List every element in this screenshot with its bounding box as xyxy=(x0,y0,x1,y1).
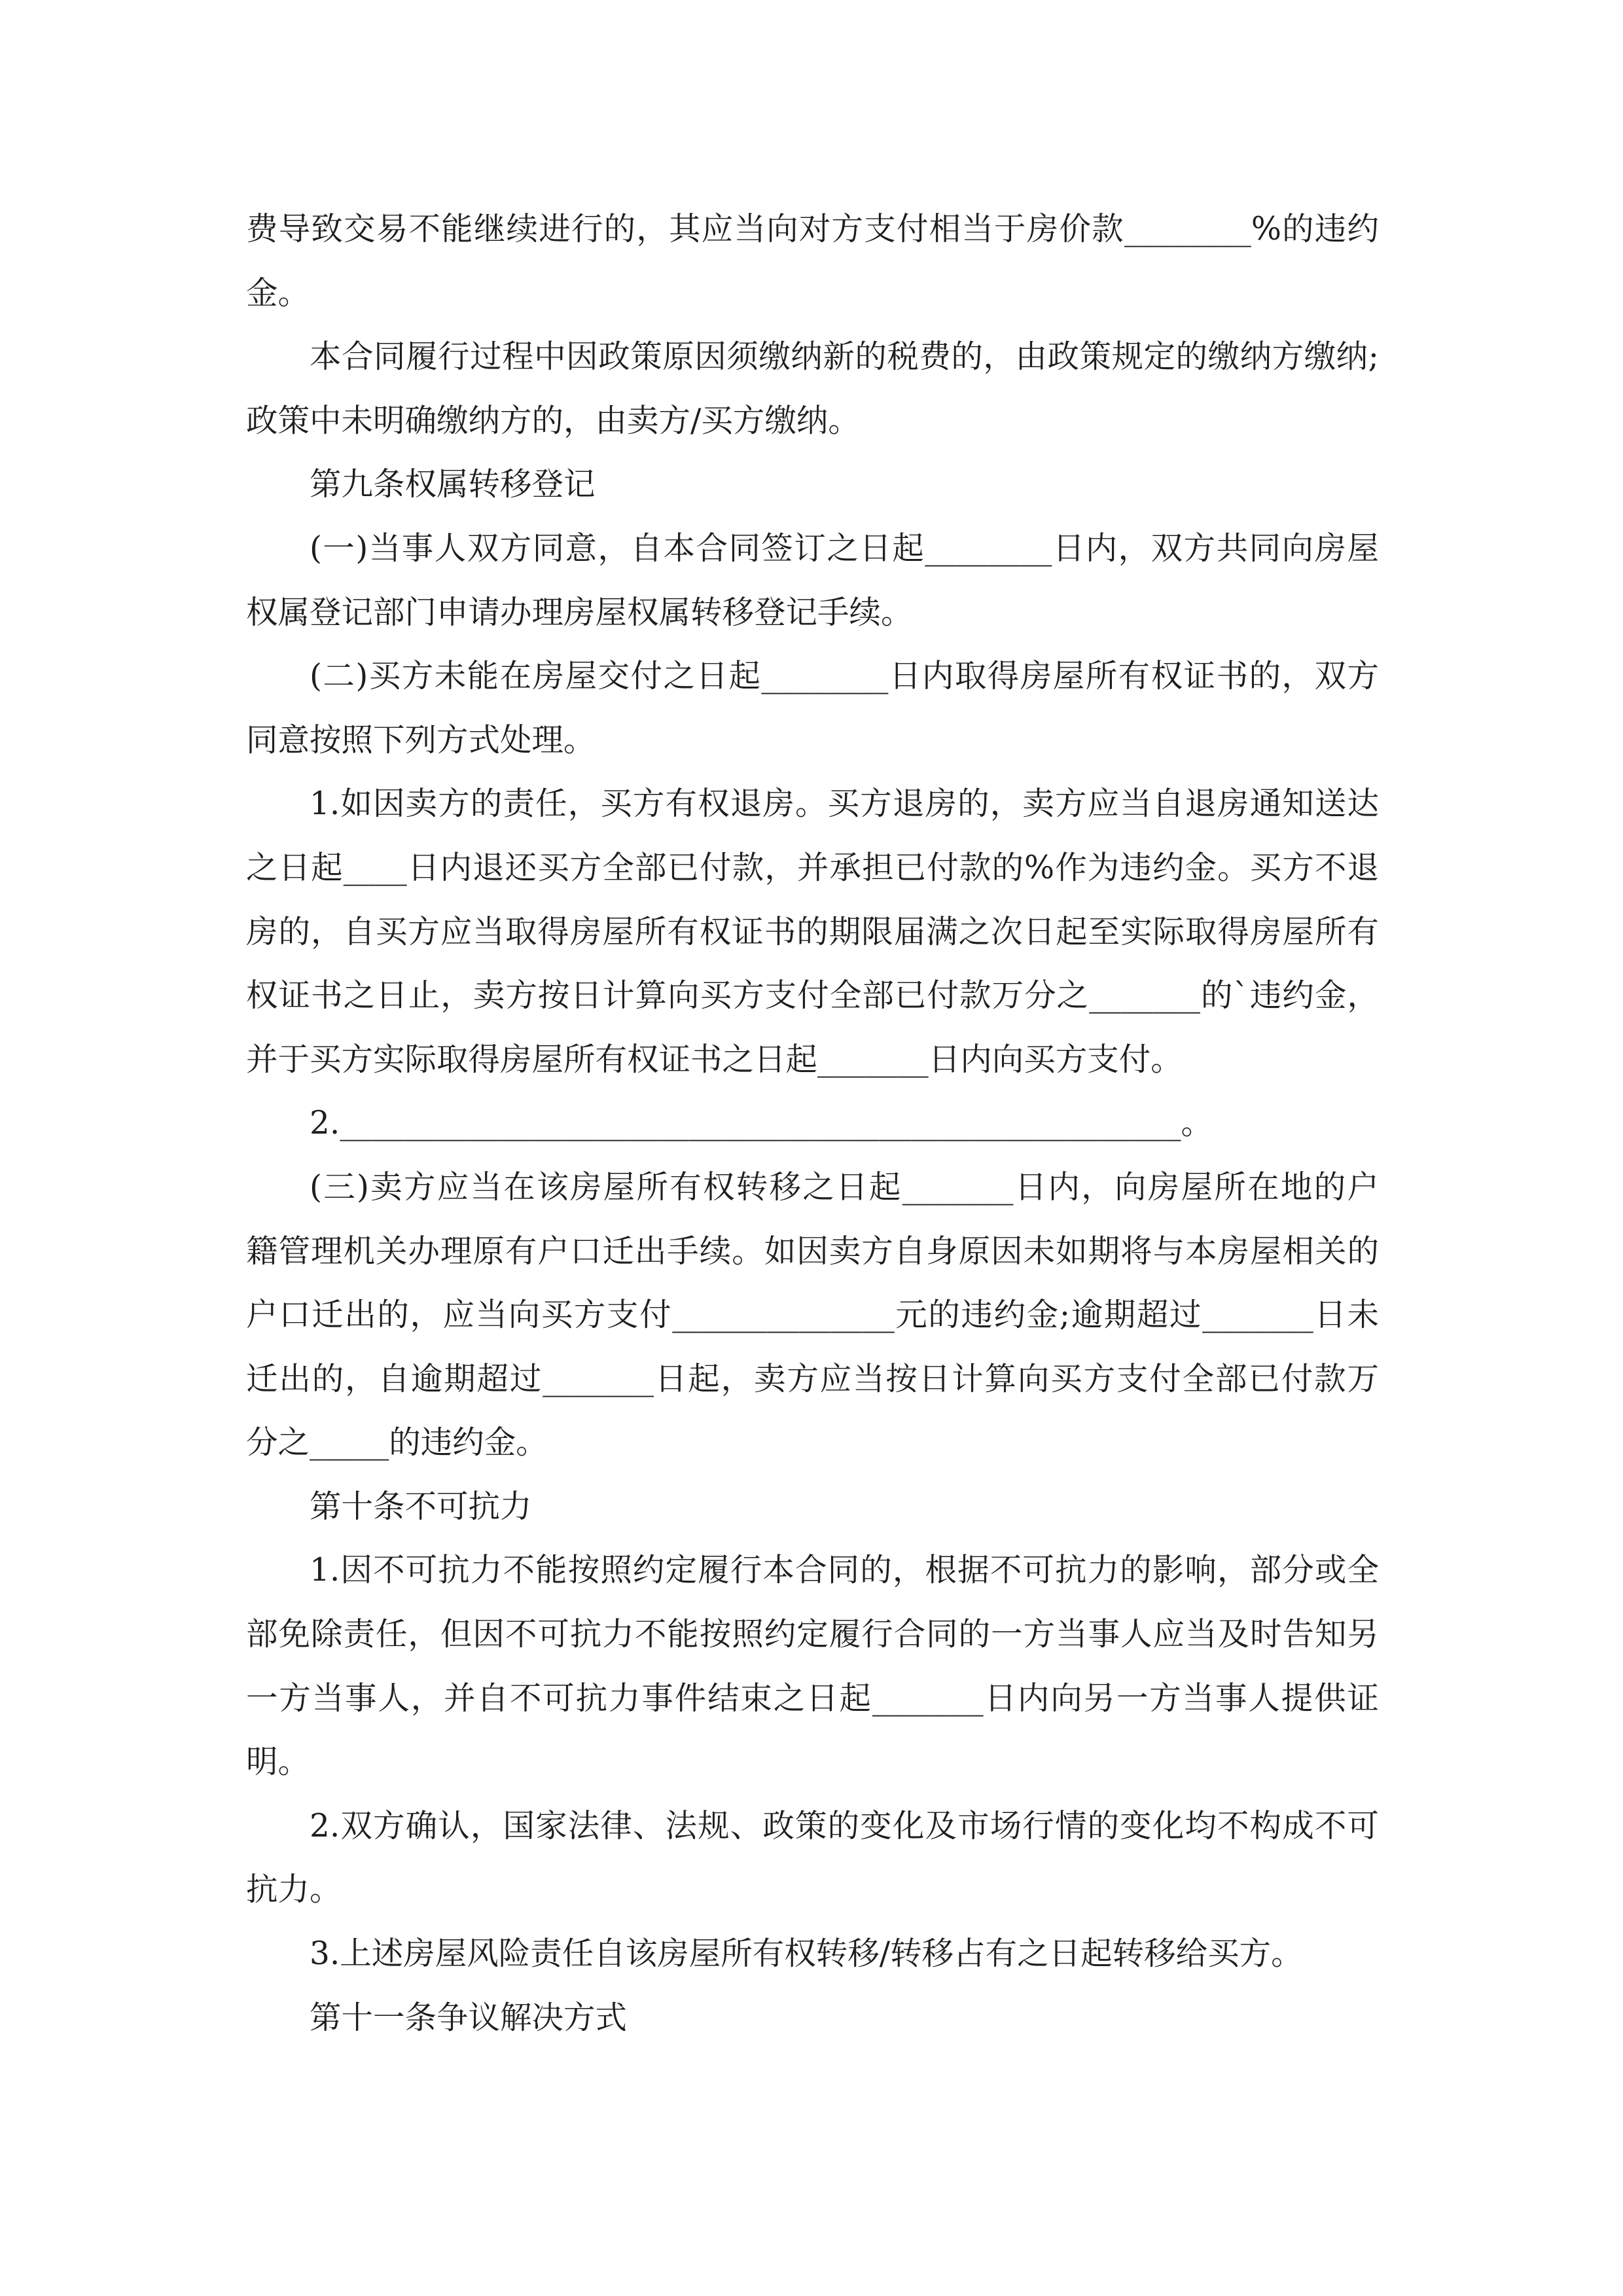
article-10-item-3 xyxy=(246,1922,1379,1986)
article-9-heading-block xyxy=(246,453,1379,517)
article-9-clause-3 xyxy=(246,1156,1379,1475)
article-10-heading-block xyxy=(246,1475,1379,1539)
article-heading: 第九条权属转移登记 xyxy=(310,466,596,503)
paragraph-penalty-continued xyxy=(246,198,1379,325)
text-line: 本合同履行过程中因政策原因须缴纳新的税费的，由政策规定的缴纳方缴纳; xyxy=(310,338,1379,376)
text-line: (二)买方未能在房屋交付之日起________日内取得房屋所有权证书的，双方 xyxy=(310,658,1379,695)
text-line: 房的，自买方应当取得房屋所有权证书的期限届满之次日起至实际取得房屋所有 xyxy=(246,913,1379,950)
text-line: 部免除责任，但因不可抗力不能按照约定履行合同的一方当事人应当及时告知另 xyxy=(246,1616,1379,1653)
article-heading: 第十条不可抗力 xyxy=(310,1488,532,1525)
text-line: 2._____________________________________________________。 xyxy=(310,1105,1213,1142)
text-line: 一方当事人，并自不可抗力事件结束之日起_______日内向另一方当事人提供证 xyxy=(246,1679,1379,1717)
text-line: 权属登记部门申请办理房屋权属转移登记手续。 xyxy=(246,594,913,631)
text-line: 1.如因卖方的责任，买方有权退房。买方退房的，卖方应当自退房通知送达 xyxy=(310,785,1379,823)
article-9-clause-1 xyxy=(246,517,1379,645)
text-line: 明。 xyxy=(246,1744,310,1781)
text-line: 费导致交易不能继续进行的，其应当向对方支付相当于房价款________%的违约 xyxy=(246,211,1379,247)
article-10-item-2 xyxy=(246,1795,1379,1922)
text-line: 籍管理机关办理原有户口迁出手续。如因卖方自身原因未如期将与本房屋相关的 xyxy=(246,1232,1379,1270)
text-line: 1.因不可抗力不能按照约定履行本合同的，根据不可抗力的影响，部分或全 xyxy=(310,1552,1379,1589)
text-line: 迁出的，自逾期超过_______日起，卖方应当按日计算向买方支付全部已付款万 xyxy=(246,1360,1379,1397)
text-line: (一)当事人双方同意，自本合同签订之日起________日内，双方共同向房屋 xyxy=(310,529,1379,567)
document-page xyxy=(246,198,1379,2050)
article-9-clause-2-item-2 xyxy=(246,1092,1379,1156)
paragraph-new-taxes xyxy=(246,325,1379,453)
text-line: 并于买方实际取得房屋所有权证书之日起_______日内向买方支付。 xyxy=(246,1041,1183,1078)
text-line: 分之_____的违约金。 xyxy=(246,1424,548,1462)
text-line: 同意按照下列方式处理。 xyxy=(246,721,596,759)
article-10-item-1 xyxy=(246,1539,1379,1794)
text-line: 抗力。 xyxy=(246,1871,342,1909)
article-9-clause-2-item-1 xyxy=(246,772,1379,1092)
text-line: 3.上述房屋风险责任自该房屋所有权转移/转移占有之日起转移给买方。 xyxy=(310,1935,1303,1973)
text-line: 户口迁出的，应当向买方支付______________元的违约金;逾期超过_______日未 xyxy=(246,1297,1379,1334)
text-line: 2.双方确认，国家法律、法规、政策的变化及市场行情的变化均不构成不可 xyxy=(310,1807,1379,1844)
text-line: 之日起____日内退还买方全部已付款，并承担已付款的%作为违约金。买方不退 xyxy=(246,849,1379,886)
text-line: 权证书之日止，卖方按日计算向买方支付全部已付款万分之_______的`违约金， xyxy=(246,977,1379,1014)
article-heading: 第十一条争议解决方式 xyxy=(310,1999,628,2036)
text-line: 政策中未明确缴纳方的，由卖方/买方缴纳。 xyxy=(246,402,860,439)
text-line: 金。 xyxy=(246,274,310,312)
article-9-clause-2 xyxy=(246,645,1379,772)
article-11-heading-block xyxy=(246,1986,1379,2051)
text-line: (三)卖方应当在该房屋所有权转移之日起_______日内，向房屋所在地的户 xyxy=(310,1168,1379,1206)
